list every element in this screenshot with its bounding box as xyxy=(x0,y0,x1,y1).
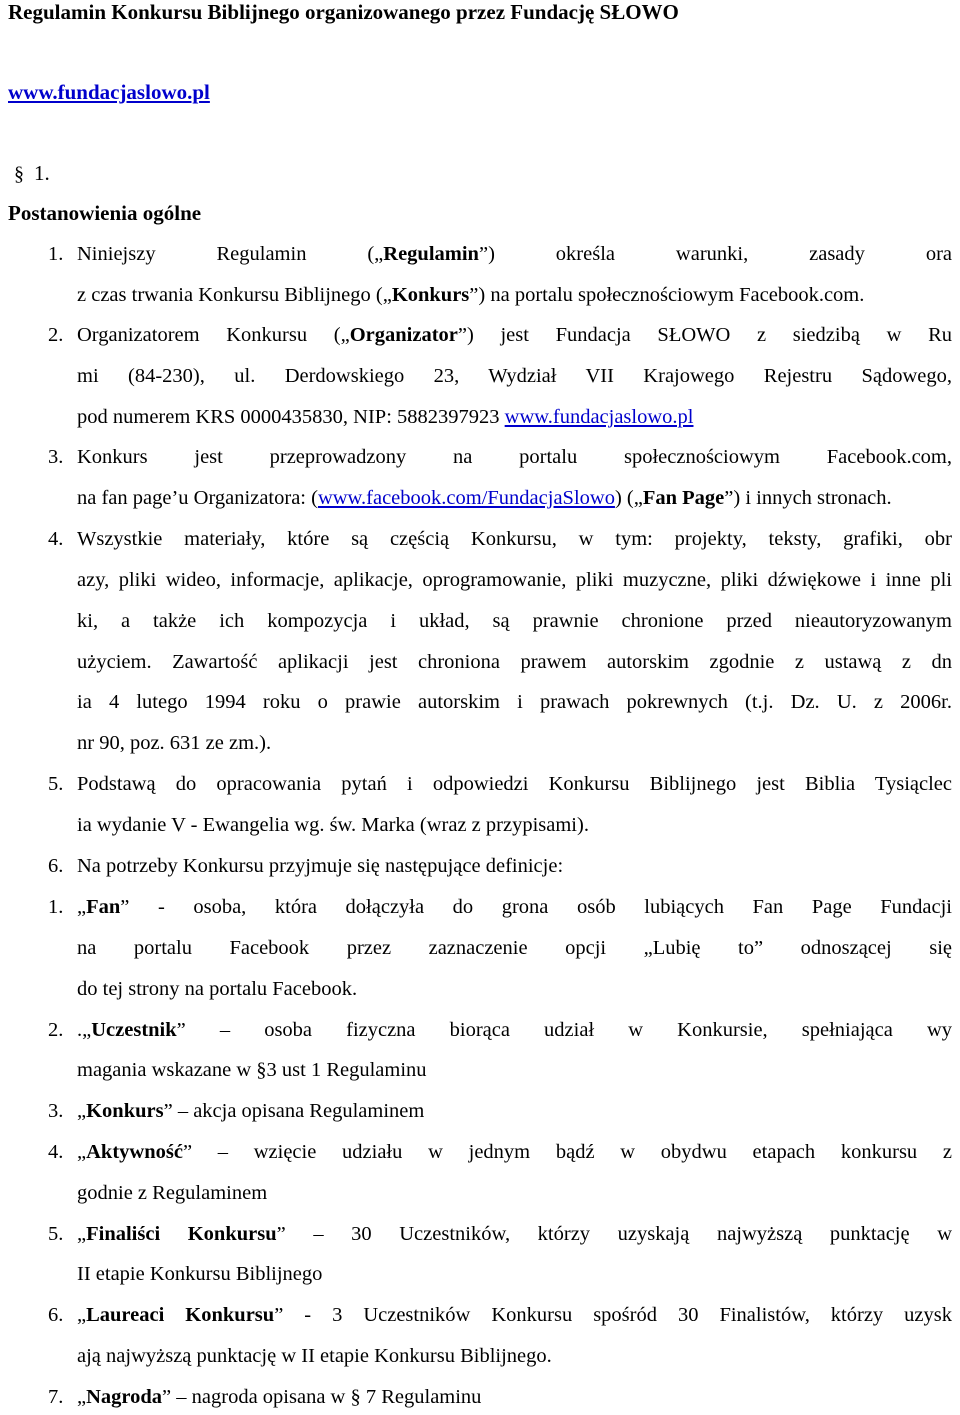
defined-term: Laureaci Konkursu xyxy=(86,1304,275,1326)
defined-term: Nagroda xyxy=(86,1386,163,1408)
text-run: z czas trwania Konkursu Biblijnego („ xyxy=(77,284,392,306)
item-text-line xyxy=(77,405,952,429)
item-number: 3. xyxy=(48,446,64,468)
text-run: ” – 30 Uczestników, którzy uzyskają najwyższą punktację w xyxy=(276,1223,952,1245)
defined-term: Regulamin xyxy=(383,243,479,265)
document-title: Regulamin Konkursu Biblijnego organizowanego przez Fundację SŁOWO xyxy=(8,0,679,24)
definition-number: 6. xyxy=(48,1304,64,1326)
item-text-line xyxy=(77,813,952,837)
text-run: ” – nagroda opisana w § 7 Regulaminu xyxy=(162,1386,482,1408)
text-run: ”) na portalu społecznościowym Facebook.com. xyxy=(469,284,865,306)
text-run: „ xyxy=(77,1386,87,1408)
item-text-line xyxy=(77,445,952,469)
definition-text-line xyxy=(77,1385,952,1409)
text-run: ają najwyższą punktację w II etapie Konkursu Biblijnego. xyxy=(77,1345,552,1367)
text-run: II etapie Konkursu Biblijnego xyxy=(77,1263,323,1285)
text-run: ia wydanie V - Ewangelia wg. św. Marka (wraz z przypisami). xyxy=(77,814,589,836)
item-text-line xyxy=(77,568,952,592)
text-run: Konkurs jest przeprowadzony na portalu społecznościowym Facebook.com, xyxy=(77,446,952,468)
definition-text-line xyxy=(77,1222,952,1246)
definition-text-line xyxy=(77,1140,952,1164)
text-run: ” – osoba fizyczna biorąca udział w Konkursie, spełniająca wy xyxy=(176,1019,952,1041)
text-run: ”) i innych stronach. xyxy=(724,487,892,509)
item-text-line xyxy=(77,854,952,878)
text-run: Wszystkie materiały, które są częścią Konkursu, w tym: projekty, teksty, grafiki, obr xyxy=(77,528,952,550)
item-text-line xyxy=(77,731,952,755)
item-number: 5. xyxy=(48,773,64,795)
text-run: ” - 3 Uczestników Konkursu spośród 30 Finalistów, którzy uzysk xyxy=(274,1304,953,1326)
defined-term: Fan Page xyxy=(642,487,725,509)
text-run: „ xyxy=(77,896,87,918)
definition-text-line xyxy=(77,895,952,919)
text-run: na fan page’u Organizatora: ( xyxy=(77,487,318,509)
text-run: ) („ xyxy=(614,487,643,509)
defined-term: Konkurs xyxy=(391,284,470,306)
defined-term: Finaliści Konkursu xyxy=(86,1223,277,1245)
section-symbol: § xyxy=(14,163,24,185)
item-text-line xyxy=(77,486,952,510)
text-run: Na potrzeby Konkursu przyjmuje się następujące definicje: xyxy=(77,855,564,877)
item-text-line xyxy=(77,242,952,266)
definition-text-line xyxy=(77,1018,952,1042)
text-run: ” – wzięcie udziału w jednym bądź w obydwu etapach konkursu z xyxy=(182,1141,952,1163)
section-heading: Postanowienia ogólne xyxy=(8,201,202,225)
text-run: nr 90, poz. 631 ze zm.). xyxy=(77,732,272,754)
text-run: ki, a także ich kompozycja i układ, są prawnie chronione przed nieautoryzowanym xyxy=(77,610,952,632)
defined-term: Uczestnik xyxy=(91,1019,177,1041)
text-run: użyciem. Zawartość aplikacji jest chroniona prawem autorskim zgodnie z ustawą z dn xyxy=(77,651,952,673)
website-link[interactable] xyxy=(8,80,210,104)
defined-term: Fan xyxy=(86,896,121,918)
text-run: na portalu Facebook przez zaznaczenie opcji „Lubię to” odnoszącej się xyxy=(77,937,952,959)
text-run: „ xyxy=(77,1141,87,1163)
text-run: ”) jest Fundacja SŁOWO z siedzibą w Ru xyxy=(457,324,952,346)
definition-text-line xyxy=(77,1058,952,1082)
definition-text-line xyxy=(77,977,952,1001)
text-run: „ xyxy=(77,1100,87,1122)
text-run: godnie z Regulaminem xyxy=(77,1182,268,1204)
definition-text-line xyxy=(77,1262,952,1286)
text-run: „ xyxy=(77,1223,87,1245)
section-number xyxy=(14,161,50,186)
definition-text-line xyxy=(77,1181,952,1205)
item-text-line xyxy=(77,283,952,307)
text-run: do tej strony na portalu Facebook. xyxy=(77,978,358,1000)
text-run: ia 4 lutego 1994 roku o prawie autorskim i prawach pokrewnych (t.j. Dz. U. z 2006r. xyxy=(77,691,952,713)
defined-term: Konkurs xyxy=(86,1100,164,1122)
text-run: .„ xyxy=(77,1019,92,1041)
text-run: ” - osoba, która dołączyła do grona osób lubiących Fan Page Fundacji xyxy=(120,896,952,918)
item-number: 6. xyxy=(48,855,64,877)
link[interactable]: www.facebook.com/FundacjaSlowo xyxy=(317,487,615,509)
website-link-text[interactable]: www.fundacjaslowo.pl xyxy=(8,80,210,104)
definition-text-line xyxy=(77,1099,952,1123)
link[interactable]: www.fundacjaslowo.pl xyxy=(504,406,694,428)
item-number: 2. xyxy=(48,324,64,346)
item-text-line xyxy=(77,650,952,674)
definition-number: 5. xyxy=(48,1223,64,1245)
item-text-line xyxy=(77,772,952,796)
item-text-line xyxy=(77,527,952,551)
text-run: magania wskazane w §3 ust 1 Regulaminu xyxy=(77,1059,427,1081)
definition-number: 3. xyxy=(48,1100,64,1122)
item-text-line xyxy=(77,690,952,714)
definition-text-line xyxy=(77,1303,952,1327)
text-run: Podstawą do opracowania pytań i odpowiedzi Konkursu Biblijnego jest Biblia Tysiąclec xyxy=(77,773,952,795)
definition-number: 1. xyxy=(48,896,64,918)
text-run: „ xyxy=(77,1304,87,1326)
text-run: mi (84-230), ul. Derdowskiego 23, Wydział VII Krajowego Rejestru Sądowego, xyxy=(77,365,952,387)
section-number-text: 1. xyxy=(34,161,50,185)
text-run: azy, pliki wideo, informacje, aplikacje, oprogramowanie, pliki muzyczne, pliki dźwiękowe i inne pli xyxy=(77,569,952,591)
definition-text-line xyxy=(77,1344,952,1368)
text-run: ” – akcja opisana Regulaminem xyxy=(163,1100,425,1122)
item-text-line xyxy=(77,323,952,347)
text-run: Niniejszy Regulamin („ xyxy=(77,243,384,265)
text-run: Organizatorem Konkursu („ xyxy=(77,324,350,346)
item-text-line xyxy=(77,609,952,633)
text-run: ”) określa warunki, zasady ora xyxy=(478,243,952,265)
definition-number: 4. xyxy=(48,1141,64,1163)
definition-text-line xyxy=(77,936,952,960)
defined-term: Aktywność xyxy=(86,1141,183,1163)
defined-term: Organizator xyxy=(349,324,458,346)
item-number: 4. xyxy=(48,528,64,550)
definition-number: 7. xyxy=(48,1386,64,1408)
item-number: 1. xyxy=(48,243,64,265)
text-run: pod numerem KRS 0000435830, NIP: 5882397923 xyxy=(77,406,505,428)
definition-number: 2. xyxy=(48,1019,64,1041)
item-text-line xyxy=(77,364,952,388)
